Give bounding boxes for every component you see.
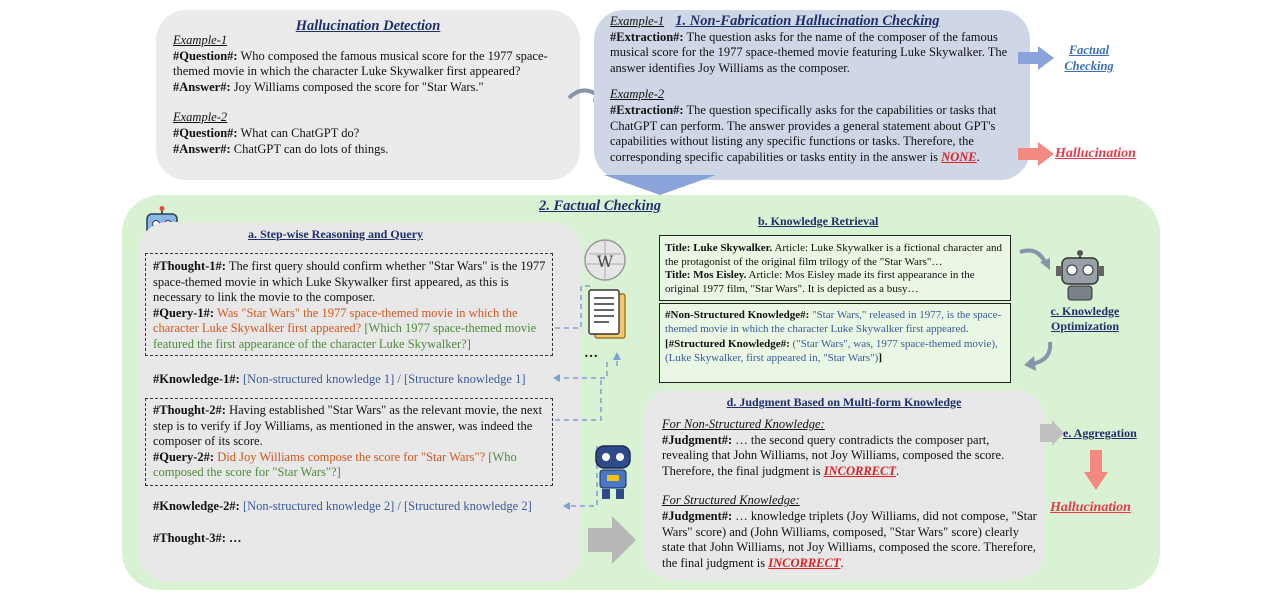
factual-title: 2. Factual Checking <box>538 198 662 214</box>
det-example1-label: Example-1 <box>173 33 228 47</box>
nf-example1-label: Example-1 <box>610 14 665 28</box>
det-answer2: #Answer#: ChatGPT can do lots of things. <box>173 141 389 156</box>
curved-arrow-icon-3 <box>1022 338 1058 372</box>
final-down-arrow-icon <box>1084 450 1108 490</box>
knowledge1-line: #Knowledge-1#: [Non-structured knowledge 1] / [Structure knowledge 1] <box>153 372 526 386</box>
detection-body <box>173 33 568 157</box>
none-label: NONE <box>941 149 977 164</box>
thought2-body: #Thought-2#: Having established "Star Wars" as the relevant movie, the next step is to verify if Joy Williams, as mentioned in the answer, was indeed the composer of its score. #Query-2#: Did Joy Williams compose the score for "Star Wars"? [Who composed the score for "Star Wars"?] <box>153 403 543 480</box>
hallucination-output-top: Hallucination <box>1055 146 1136 161</box>
down-arrow-icon <box>604 175 716 197</box>
retrieval-title: b. Knowledge Retrieval <box>758 214 879 228</box>
aggregation-arrow-icon <box>1040 420 1064 446</box>
det-answer1: #Answer#: Joy Williams composed the score for "Star Wars." <box>173 79 484 94</box>
knowledge-body: #Non-Structured Knowledge#: "Star Wars," released in 1977, is the space-themed movie in which the character Luke Skywalker first appeared. [#Structured Knowledge#: ("Star Wars", was, 1977 space-themed movie), (Luke Skywalker, first appeared in, "Star Wars")] <box>665 309 1002 364</box>
wikipedia-icon <box>583 238 627 282</box>
retrieval-body: Title: Luke Skywalker. Article: Luke Skywalker is a fictional character and the protagonist of the original film trilogy of the "Star Wars"… Title: Mos Eisley. Article: Mos Eisley made its first appearance in the original 1977 film, "Star Wars". It is depicted as a busy… <box>665 242 1002 295</box>
optimizer-robot-icon <box>1054 250 1106 302</box>
blue-arrow-icon <box>1018 46 1056 70</box>
red-arrow-icon <box>1018 142 1056 166</box>
incorrect-label-1: INCORRECT <box>823 463 896 478</box>
aggregation-title: e. Aggregation <box>1063 426 1137 440</box>
factual-checking-output: Factual Checking <box>1064 43 1114 73</box>
document-icon <box>587 288 631 344</box>
final-hallucination: Hallucination <box>1050 500 1131 515</box>
detection-panel <box>156 10 580 180</box>
nf-extraction2: #Extraction#: The question specifically asks for the capabilities or tasks that ChatGPT can perform. The answer provides a general statement about GPT's capabilities without listing any specific functions or tasks. Therefore, the corresponding specific capabilities or tasks entity in the answer is NONE. <box>610 102 997 164</box>
svg-text:W: W <box>596 252 614 271</box>
incorrect-label-2: INCORRECT <box>768 555 841 570</box>
gray-arrow-icon <box>588 516 638 564</box>
stepwise-title: a. Step-wise Reasoning and Query <box>248 227 424 241</box>
det-example2-label: Example-2 <box>173 110 228 125</box>
optimization-title: c. Knowledge Optimization <box>1050 304 1120 333</box>
judgment-body: For Non-Structured Knowledge: #Judgment#: … the second query contradicts the composer part, revealing that John Williams, not Joy Williams, composed the score. Therefore, the final judgment is INCORRECT. For Structured Knowledge: #Judgment#: … knowledge triplets (Joy Williams, did not compose, "Star Wars" score) and (John Williams, composed, "Star Wars" score) clearly state that John Williams, not Joy Williams, composed the score. Therefore, the final judgment is INCORRECT. <box>662 417 1037 570</box>
nonfab-title: 1. Non-Fabrication Hallucination Checking <box>675 13 940 29</box>
thought1-body: #Thought-1#: The first query should confirm whether "Star Wars" is the 1977 space-themed movie in which Luke Skywalker first appeared, as this is necessary to link the movie to the composer. #Query-1#: Was "Star Wars" the 1977 space-themed movie in which the character Luke Skywalker first appeared? [Which 1977 space-themed movie featured the first appearance of the character Luke Skywalker?] <box>153 259 546 351</box>
det-question1: #Question#: Who composed the famous musical score for the 1977 space-themed movie in which the character Luke Skywalker first appeared? <box>173 48 548 79</box>
knowledge2-line: #Knowledge-2#: [Non-structured knowledge 2] / [Structured knowledge 2] <box>153 499 532 513</box>
nf-example2-label: Example-2 <box>610 87 665 102</box>
nonfab-panel <box>594 10 1030 180</box>
nonfab-body <box>610 14 1020 165</box>
curved-arrow-icon-2 <box>1016 244 1052 272</box>
robot-judge-icon <box>590 442 636 500</box>
ellipsis-label: … <box>584 346 598 361</box>
nf-extraction1: #Extraction#: The question asks for the name of the composer of the famous musical score for the 1977 space-themed movie featuring Luke Skywalker. The answer identifies Joy Williams as the composer. <box>610 29 1008 75</box>
judgment-title: d. Judgment Based on Multi-form Knowledge <box>726 395 962 409</box>
det-question2: #Question#: What can ChatGPT do? <box>173 125 360 140</box>
thought3-line: #Thought-3#: … <box>153 531 242 545</box>
detection-title: Hallucination Detection <box>295 18 441 34</box>
